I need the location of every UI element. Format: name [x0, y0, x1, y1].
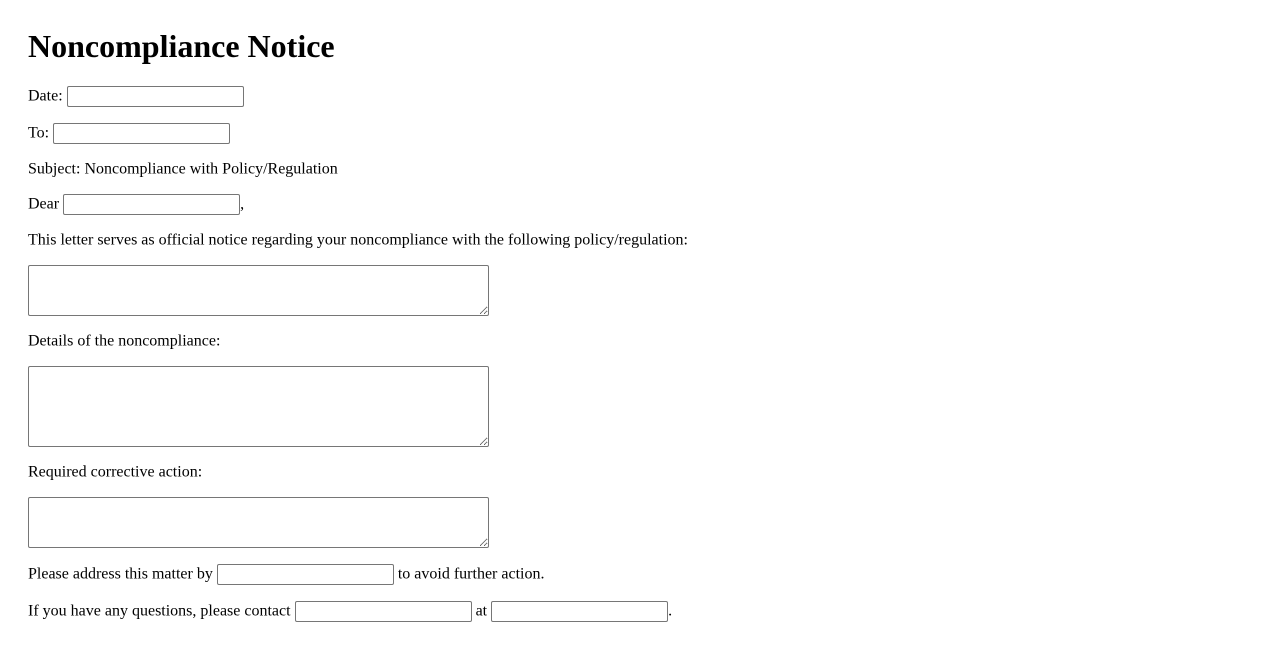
- details-label-row: [28, 331, 220, 351]
- corrective-label: Required corrective action:: [28, 463, 203, 481]
- page-title: Noncompliance Notice: [28, 28, 335, 64]
- salutation-comma: ,: [240, 195, 245, 213]
- details-textarea[interactable]: [28, 366, 489, 447]
- contact-at: at: [475, 602, 488, 620]
- salutation-prefix: Dear: [28, 195, 60, 213]
- intro-row: [28, 230, 688, 250]
- contact-name-input[interactable]: [295, 601, 472, 622]
- salutation-name-input[interactable]: [63, 194, 240, 215]
- deadline-suffix: to avoid further action.: [397, 565, 545, 583]
- contact-prefix: If you have any questions, please contact: [28, 602, 291, 620]
- date-input[interactable]: [67, 86, 244, 107]
- deadline-prefix: Please address this matter by: [28, 565, 213, 583]
- salutation-row: [28, 194, 244, 215]
- subject-text: Subject: Noncompliance with Policy/Regulation: [28, 160, 338, 178]
- corrective-label-row: [28, 462, 202, 482]
- to-label: To:: [28, 124, 50, 142]
- deadline-row: [28, 564, 544, 585]
- corrective-textarea[interactable]: [28, 497, 489, 548]
- date-label: Date:: [28, 87, 63, 105]
- policy-textarea[interactable]: [28, 265, 489, 316]
- recipient-input[interactable]: [53, 123, 230, 144]
- deadline-date-input[interactable]: [217, 564, 394, 585]
- intro-text: This letter serves as official notice regarding your noncompliance with the following policy/regulation:: [28, 231, 688, 249]
- contact-row: [28, 601, 672, 622]
- date-row: [28, 86, 246, 107]
- contact-period: .: [668, 602, 673, 620]
- details-label: Details of the noncompliance:: [28, 332, 221, 350]
- contact-info-input[interactable]: [491, 601, 668, 622]
- to-row: [28, 123, 232, 144]
- subject-row: [28, 159, 338, 179]
